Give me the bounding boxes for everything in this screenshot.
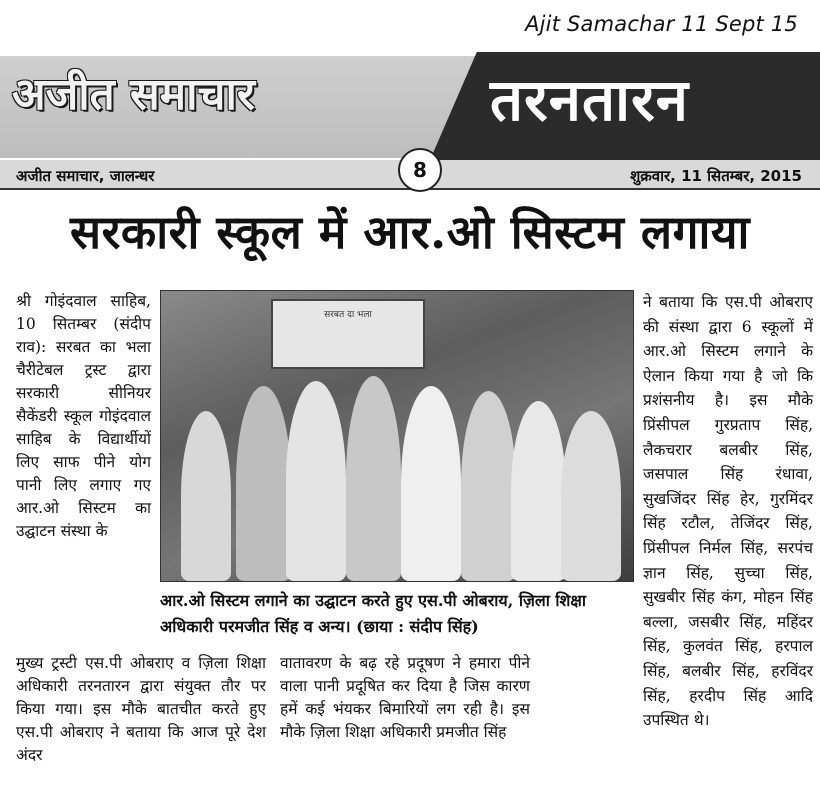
article-text-1b: मुख्य ट्रस्टी एस.पी ओबराए व ज़िला शिक्षा अधिकारी तरनतारन द्वारा संयुक्त तौर पर किया गया। इस मौके बातचीत करते हुए एस.पी ओबराए ने बताया कि आज पूरे देश अंदर bbox=[16, 654, 266, 764]
photo-figure bbox=[561, 411, 621, 581]
masthead bbox=[0, 52, 820, 192]
headline: सरकारी स्कूल में आर.ओ सिस्टम लगाया bbox=[70, 205, 750, 259]
photo-banner: सरबत दा भला bbox=[271, 299, 425, 369]
page-number: 8 bbox=[398, 148, 442, 192]
masthead-publisher: अजीत समाचार, जालन्धर bbox=[16, 167, 155, 185]
article-column-1b bbox=[16, 652, 266, 767]
article-column-1 bbox=[16, 290, 151, 543]
article-text-1: श्री गोइंदवाल साहिब, 10 सितम्बर (संदीप राव): सरबत का भला चैरीटेबल ट्रस्ट द्वारा सरकारी सीनियर सैकेंडरी स्कूल गोइंदवाल साहिब के विद्यार्थीयों लिए साफ पीने योग पानी लिए लगाए गए आर.ओ सिस्टम का उद्घाटन संस्था के bbox=[16, 292, 151, 540]
photo-figure bbox=[181, 411, 231, 581]
photo-figure bbox=[401, 386, 461, 581]
article-column-3 bbox=[643, 290, 813, 733]
masthead-title-right: तरनतारन bbox=[490, 66, 689, 134]
photo-figure bbox=[511, 401, 566, 581]
masthead-title-left: अजीत समाचार bbox=[12, 69, 255, 120]
source-label: Ajit Samachar 11 Sept 15 bbox=[525, 12, 798, 36]
photo-figure bbox=[236, 386, 291, 581]
photo-figure bbox=[461, 391, 516, 581]
news-photo bbox=[160, 290, 634, 582]
masthead-date: शुक्रवार, 11 सितम्बर, 2015 bbox=[630, 167, 802, 185]
article-text-2: वातावरण के बढ़ रहे प्रदूषण ने हमारा पीने वाला पानी प्रदूषित कर दिया है जिस कारण हमें कई भंयकर बिमारियों लग रही है। इस मौके ज़िला शिक्षा अधिकारी प्रमजीत सिंह bbox=[280, 654, 530, 741]
photo-figure bbox=[286, 381, 346, 581]
article-text-3: ने बताया कि एस.पी ओबराए की संस्था द्वारा 6 स्कूलों में आर.ओ सिस्टम लगाने के ऐलान किया गया है जो कि प्रशंसनीय है। इस मौके प्रिंसीपल गुरप्रताप सिंह, लैकचरार बलबीर सिंह, जसपाल सिंह रंधावा, सुखजिंदर सिंह हेर, गुरमिंदर सिंह रटौल, तेजिंदर सिंह, प्रिंसीपल निर्मल सिंह, सरपंच ज्ञान सिंह, सुच्चा सिंह, सुखबीर सिंह कंग, मोहन सिंह बल्ला, जसबीर सिंह, महिंदर सिंह, कुलवंत सिंह, हरपाल सिंह, बलबीर सिंह, हरविंदर सिंह, हरदीप सिंह आदि उपस्थित थे। bbox=[643, 293, 813, 730]
article-column-2 bbox=[280, 652, 530, 744]
photo-figure bbox=[346, 376, 401, 581]
photo-caption: आर.ओ सिस्टम लगाने का उद्घाटन करते हुए एस.पी ओबराय, ज़िला शिक्षा अधिकारी परमजीत सिंह व अन्य। (छाया : संदीप सिंह) bbox=[160, 591, 587, 636]
